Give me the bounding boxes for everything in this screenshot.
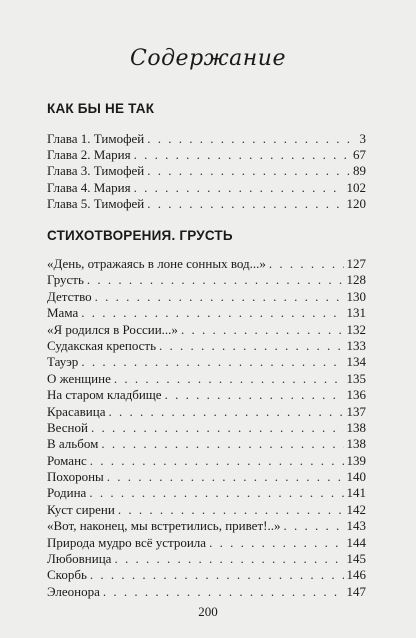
toc-entry — [47, 371, 366, 387]
toc-entry-page: 141 — [346, 485, 366, 501]
dot-leader — [147, 196, 343, 212]
toc-entry-page: 130 — [346, 288, 366, 304]
dot-leader — [118, 502, 344, 518]
toc-entry — [47, 453, 366, 469]
toc-entry-title: Родина — [47, 485, 87, 501]
toc-entry-page: 132 — [346, 321, 366, 337]
toc-entry — [47, 272, 366, 288]
toc-entry-title: Глава 4. Мария — [47, 179, 131, 195]
dot-leader — [147, 163, 350, 179]
toc-entry — [47, 485, 366, 501]
toc-entry-title: Любовница — [47, 551, 112, 567]
toc-entry — [47, 147, 366, 163]
toc-entry — [47, 420, 366, 436]
toc-entry-title: Судакская крепость — [47, 337, 157, 353]
dot-leader — [269, 256, 344, 272]
toc-entry-title: Весной — [47, 419, 88, 435]
dot-leader — [91, 420, 344, 436]
toc-entry-page: 67 — [353, 147, 366, 163]
page-title: Содержание — [130, 46, 286, 71]
toc-entry-page: 138 — [346, 436, 366, 452]
dot-leader — [87, 272, 344, 288]
toc-entry-title: «День, отражаясь в лоне сонных вод...» — [47, 256, 266, 271]
page-number: 200 — [198, 604, 218, 619]
toc-entry — [47, 404, 366, 420]
toc-entry — [47, 518, 366, 534]
toc-entry-title: Скорбь — [47, 567, 87, 583]
toc-entry-page: 135 — [346, 370, 366, 386]
section-heading: СТИХОТВОРЕНИЯ. ГРУСТЬ — [47, 228, 233, 243]
dot-leader — [114, 371, 344, 387]
dot-leader — [81, 305, 343, 321]
toc-entry-title: Природа мудро всё устроила — [47, 534, 207, 550]
dot-leader — [95, 289, 344, 305]
toc-entry — [47, 338, 366, 354]
toc-entry-title: «Я родился в России...» — [47, 321, 178, 337]
toc-entry-title: Похороны — [47, 469, 104, 485]
toc-entry-title: Грусть — [47, 272, 84, 288]
dot-leader — [134, 180, 344, 196]
toc-entry-title: Глава 3. Тимофей — [47, 163, 145, 179]
toc-entry-title: Элеонора — [47, 583, 100, 599]
toc-entry-page: 147 — [346, 583, 366, 599]
toc-entry — [47, 354, 366, 370]
dot-leader — [90, 567, 344, 583]
toc-entry — [47, 584, 366, 600]
section-heading: КАК БЫ НЕ ТАК — [47, 101, 155, 116]
toc-entry-title: Детство — [47, 288, 92, 304]
toc-entry-title: Глава 1. Тимофей — [47, 131, 145, 146]
toc-entry-page: 120 — [346, 195, 366, 211]
toc-entry — [47, 469, 366, 485]
toc-entry — [47, 322, 366, 338]
toc-entry-page: 134 — [346, 354, 366, 370]
toc-entry-title: В альбом — [47, 436, 99, 452]
toc-entry — [47, 196, 366, 212]
toc-entry-page: 145 — [346, 551, 366, 567]
toc-entry-page: 143 — [346, 518, 366, 534]
dot-leader — [165, 387, 344, 403]
toc-entry-title: Красавица — [47, 403, 106, 419]
toc-entry — [47, 163, 366, 179]
dot-leader — [209, 535, 343, 551]
toc-entry-page: 137 — [346, 403, 366, 419]
toc-entry — [47, 256, 366, 272]
toc-entry-title: Глава 2. Мария — [47, 147, 131, 163]
toc-entry-page: 102 — [346, 179, 366, 195]
toc-entry — [47, 535, 366, 551]
toc-entry-title: На старом кладбище — [47, 387, 162, 403]
toc-entry-page: 139 — [346, 452, 366, 468]
toc-entry-page: 133 — [346, 337, 366, 353]
toc-entry — [47, 551, 366, 567]
toc-entry-page: 140 — [346, 469, 366, 485]
dot-leader — [114, 551, 343, 567]
toc-entry — [47, 567, 366, 583]
toc-entry — [47, 180, 366, 196]
toc-entry-page: 3 — [359, 131, 366, 146]
toc-entry-page: 131 — [346, 305, 366, 321]
dot-leader — [147, 131, 356, 147]
toc-entry-page: 146 — [346, 567, 366, 583]
toc-entry-page: 136 — [346, 387, 366, 403]
toc-entry-page: 142 — [346, 501, 366, 517]
toc-entry-title: Тауэр — [47, 354, 79, 370]
toc-entry-page: 144 — [346, 534, 366, 550]
toc-entry-title: Романс — [47, 452, 87, 468]
toc-entry-title: О женщине — [47, 370, 111, 386]
toc-entry-title: Глава 5. Тимофей — [47, 195, 145, 211]
toc-list — [47, 256, 366, 600]
toc-entry — [47, 387, 366, 403]
toc-entry-page: 127 — [346, 256, 366, 271]
dot-leader — [90, 453, 344, 469]
toc-entry — [47, 289, 366, 305]
dot-leader — [107, 469, 344, 485]
toc-list — [47, 131, 366, 212]
toc-entry-title: Куст сирени — [47, 501, 115, 517]
dot-leader — [101, 436, 343, 452]
toc-entry — [47, 305, 366, 321]
dot-leader — [159, 338, 343, 354]
dot-leader — [108, 404, 343, 420]
toc-entry-title: «Вот, наконец, мы встретились, привет!..» — [47, 518, 281, 534]
toc-entry — [47, 131, 366, 147]
toc-entry-page: 128 — [346, 272, 366, 288]
toc-entry-page: 89 — [353, 163, 366, 179]
toc-entry-title: Мама — [47, 305, 79, 321]
dot-leader — [81, 354, 343, 370]
dot-leader — [103, 584, 344, 600]
dot-leader — [181, 322, 344, 338]
dot-leader — [89, 485, 343, 501]
dot-leader — [134, 147, 350, 163]
toc-entry — [47, 502, 366, 518]
toc-entry-page: 138 — [346, 419, 366, 435]
toc-entry — [47, 436, 366, 452]
dot-leader — [283, 518, 343, 534]
